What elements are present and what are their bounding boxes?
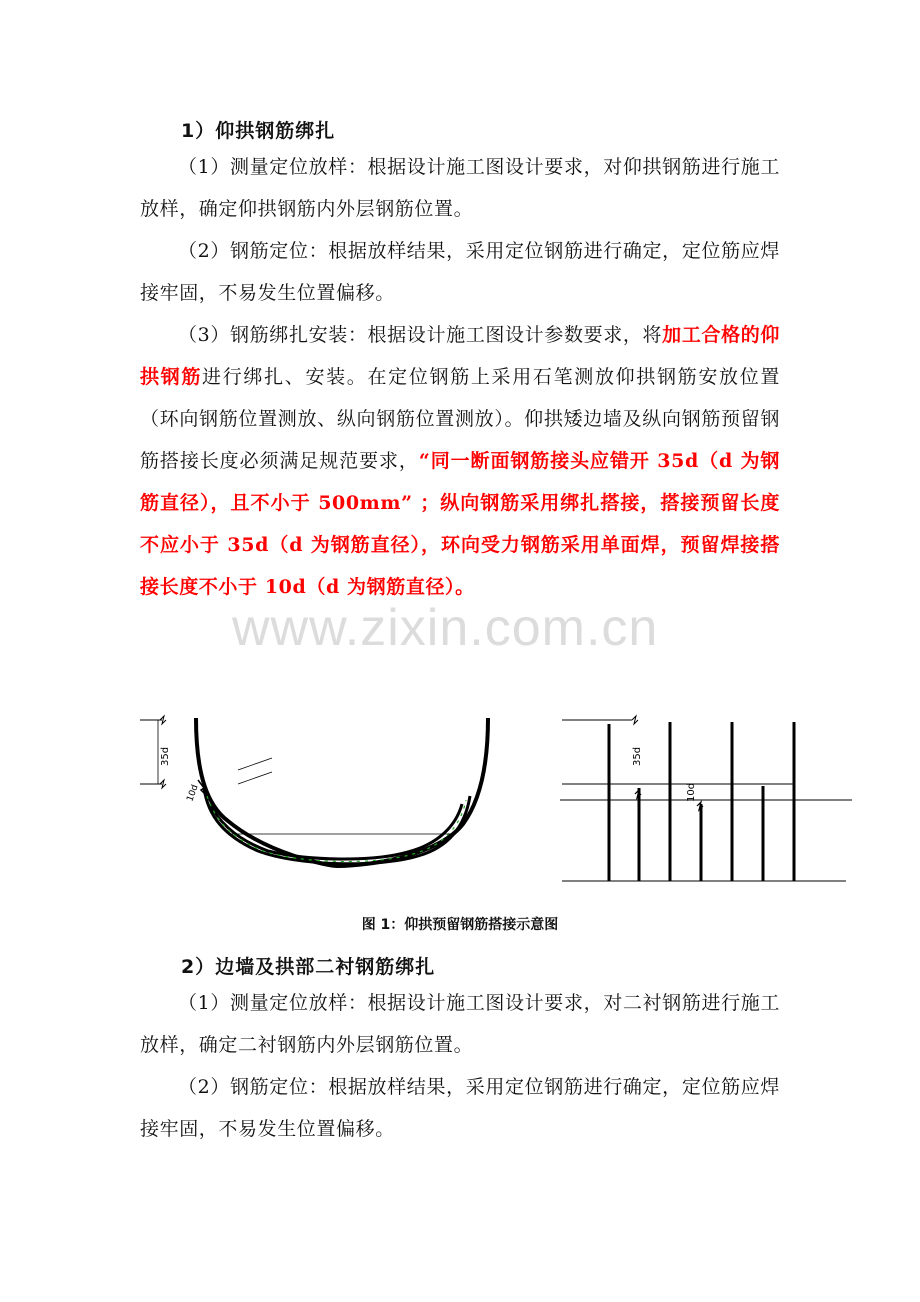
hatch-line-1 [238,758,272,770]
section1-paragraph-1: （1）测量定位放样：根据设计施工图设计要求，对仰拱钢筋进行施工放样，确定仰拱钢筋内外层钢筋位置。 [140,156,780,220]
label-10d-right: 10d [686,782,697,802]
figure-caption: 图 1：仰拱预留钢筋搭接示意图 [361,917,559,933]
hatch-line-2 [238,772,272,784]
section2-title: 2）边墙及拱部二衬钢筋绑扎 [181,956,436,978]
p3-emphasis-b: 加工合格的仰拱钢筋 [140,324,780,388]
break-mark-3 [632,716,638,724]
section2-paragraph-2: （2）钢筋定位：根据放样结果，采用定位钢筋进行确定，定位筋应焊接牢固，不易发生位置偏移。 [140,1076,780,1140]
section2-paragraph-1: （1）测量定位放样：根据设计施工图设计要求，对二衬钢筋进行施工放样，确定二衬钢筋内外层钢筋位置。 [140,992,780,1056]
label-35d-right: 35d [632,746,643,766]
p3-emphasis-d: “同一断面钢筋接头应错开 35d（d 为钢筋直径），且不小于 500mm” ；纵向钢筋采用绑扎搭接，搭接预留长度不应小于 35d（d 为钢筋直径），环向受力钢筋采用单面焊，预留焊接搭接长度不小于 10d（d 为钢筋直径）。 [140,450,780,598]
p3-text-a: （3）钢筋绑扎安装：根据设计施工图设计参数要求，将 [178,324,663,346]
label-35d-left: 35d [160,746,171,766]
p3-text-c: 进行绑扎、安装。在定位钢筋上采用石笔测放仰拱钢筋安放位置（环向钢筋位置测放、纵向钢筋位置测放）。仰拱矮边墙及纵向钢筋预留钢筋搭接长度必须满足规范要求， [140,366,780,472]
rebar-lap-diagram [138,706,854,892]
lap-layout [560,716,852,881]
section1-paragraph-2: （2）钢筋定位：根据放样结果，采用定位钢筋进行确定，定位筋应焊接牢固，不易发生位置偏移。 [140,240,780,304]
label-10d-left: 10d [185,783,201,804]
invert-section [140,716,488,866]
invert-bar-outer [204,788,470,864]
section1-paragraph-3 [140,314,780,608]
section1-title: 1）仰拱钢筋绑扎 [181,120,336,142]
watermark: www.zixin.com.cn [232,599,659,657]
